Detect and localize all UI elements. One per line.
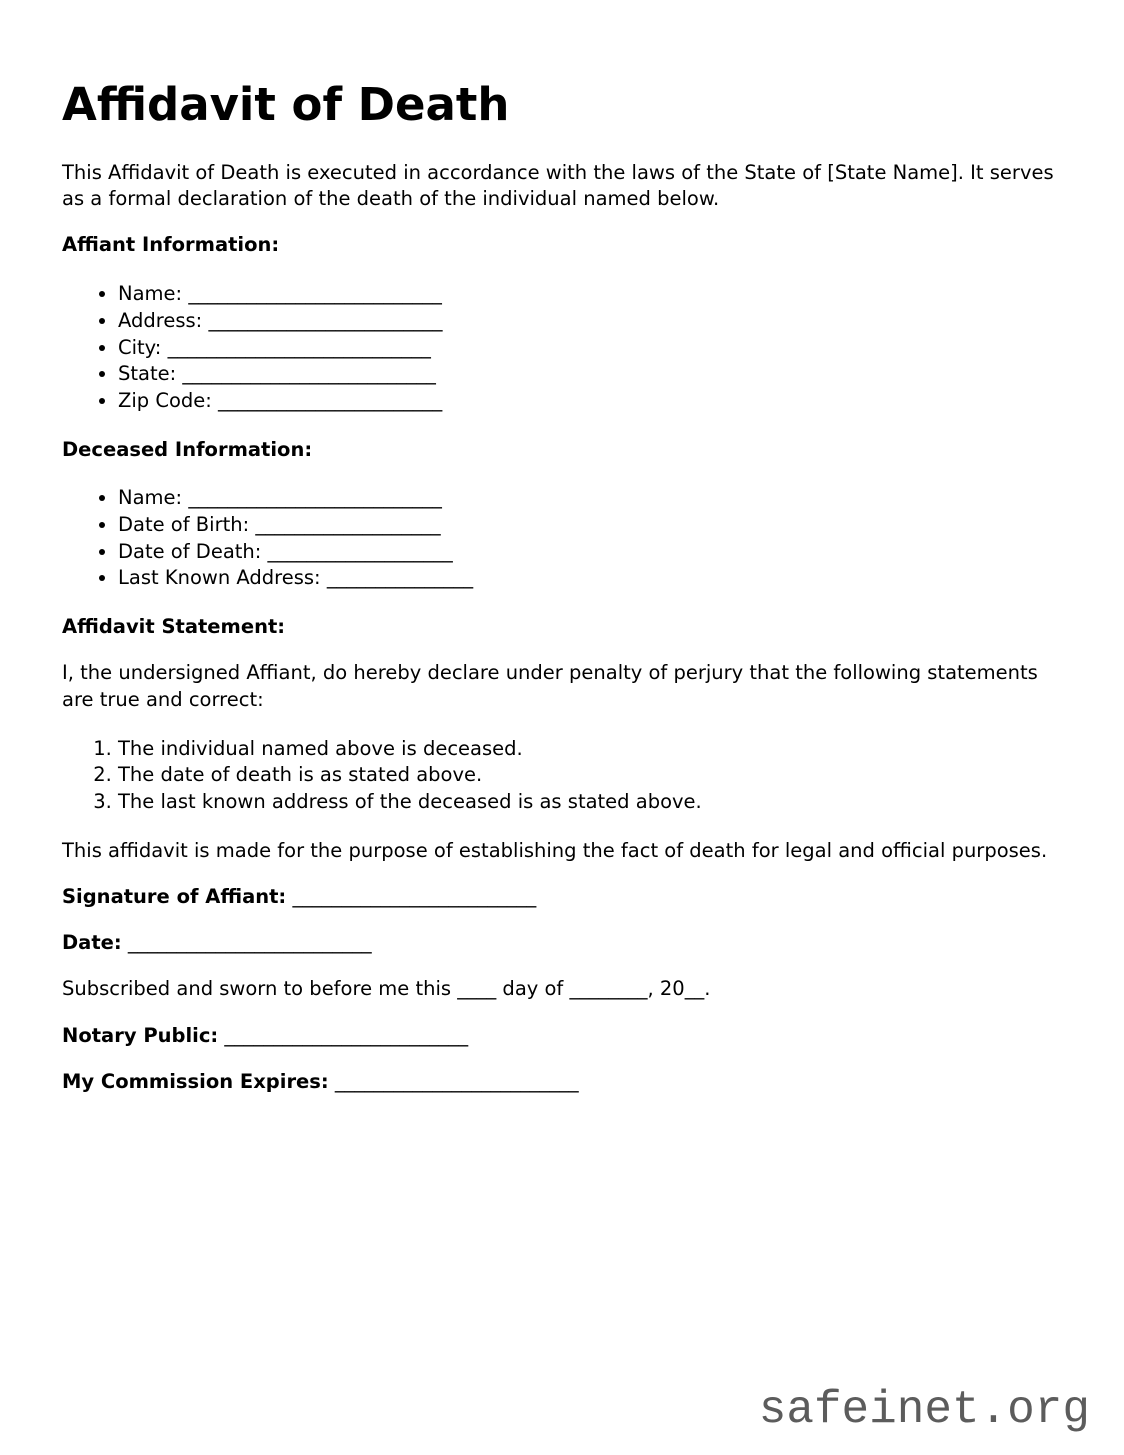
field-label: Name: [118,282,183,306]
sworn-line: Subscribed and sworn to before me this ____ day of ________, 20__. [62,977,711,1001]
statement-section-heading-text: Affidavit Statement: [62,615,286,639]
statement-item: 1. The individual named above is deceased. [118,736,1062,763]
date-blank-line: _________________________ [127,931,372,955]
field-label: Address: [118,308,203,332]
notary-blank-line: _________________________ [224,1023,469,1047]
field-blank-line: __________________________ [188,282,442,306]
field-label: Name: [118,486,183,510]
list-item [118,388,1062,415]
field-blank-line: __________________________ [182,362,436,386]
watermark-text: safeinet.org [758,1384,1090,1436]
page-title: Affidavit of Death [62,78,510,131]
date-label: Date: [62,931,122,955]
field-label: Date of Death: [118,539,262,563]
affiant-section-heading-text: Affiant Information: [62,233,280,257]
field-blank-line: _______________________ [218,388,443,412]
notary-line [62,1023,1062,1050]
commission-label: My Commission Expires: [62,1069,329,1093]
list-item [118,565,1062,592]
notary-label: Notary Public: [62,1023,219,1047]
field-blank-line: ___________________ [255,513,441,537]
field-blank-line: ___________________________ [167,335,431,359]
statement-item: 3. The last known address of the deceased is as stated above. [118,789,1062,816]
field-label: State: [118,362,177,386]
affiant-section-heading [62,232,1062,259]
list-item [118,485,1062,512]
field-blank-line: _______________ [326,566,474,590]
declaration-paragraph: I, the undersigned Affiant, do hereby declare under penalty of perjury that the following statements are true and correct: [62,661,1038,712]
signature-blank-line: _________________________ [292,885,537,909]
date-line [62,930,1062,957]
deceased-section-heading-text: Deceased Information: [62,437,313,461]
field-label: Date of Birth: [118,513,250,537]
list-item [118,308,1062,335]
field-label: Last Known Address: [118,566,321,590]
list-item [118,335,1062,362]
statement-section-heading [62,614,1062,641]
deceased-fields-list [62,485,1062,592]
field-blank-line: ___________________ [267,539,453,563]
signature-line [62,884,1062,911]
signature-label: Signature of Affiant: [62,885,287,909]
deceased-section-heading [62,437,1062,464]
commission-blank-line: _________________________ [334,1069,579,1093]
field-blank-line: ________________________ [208,308,443,332]
list-item [118,539,1062,566]
commission-line [62,1069,1062,1096]
intro-paragraph: This Affidavit of Death is executed in accordance with the laws of the State of [State Name]. It serves as a formal declaration of the death of the individual named below. [62,160,1054,211]
field-blank-line: __________________________ [188,486,442,510]
field-label: City: [118,335,162,359]
list-item [118,512,1062,539]
list-item [118,281,1062,308]
statements-list [62,736,1062,816]
field-label: Zip Code: [118,388,212,412]
affiant-fields-list [62,281,1062,415]
statement-item: 2. The date of death is as stated above. [118,762,1062,789]
list-item [118,361,1062,388]
purpose-paragraph: This affidavit is made for the purpose of establishing the fact of death for legal and official purposes. [62,838,1048,862]
